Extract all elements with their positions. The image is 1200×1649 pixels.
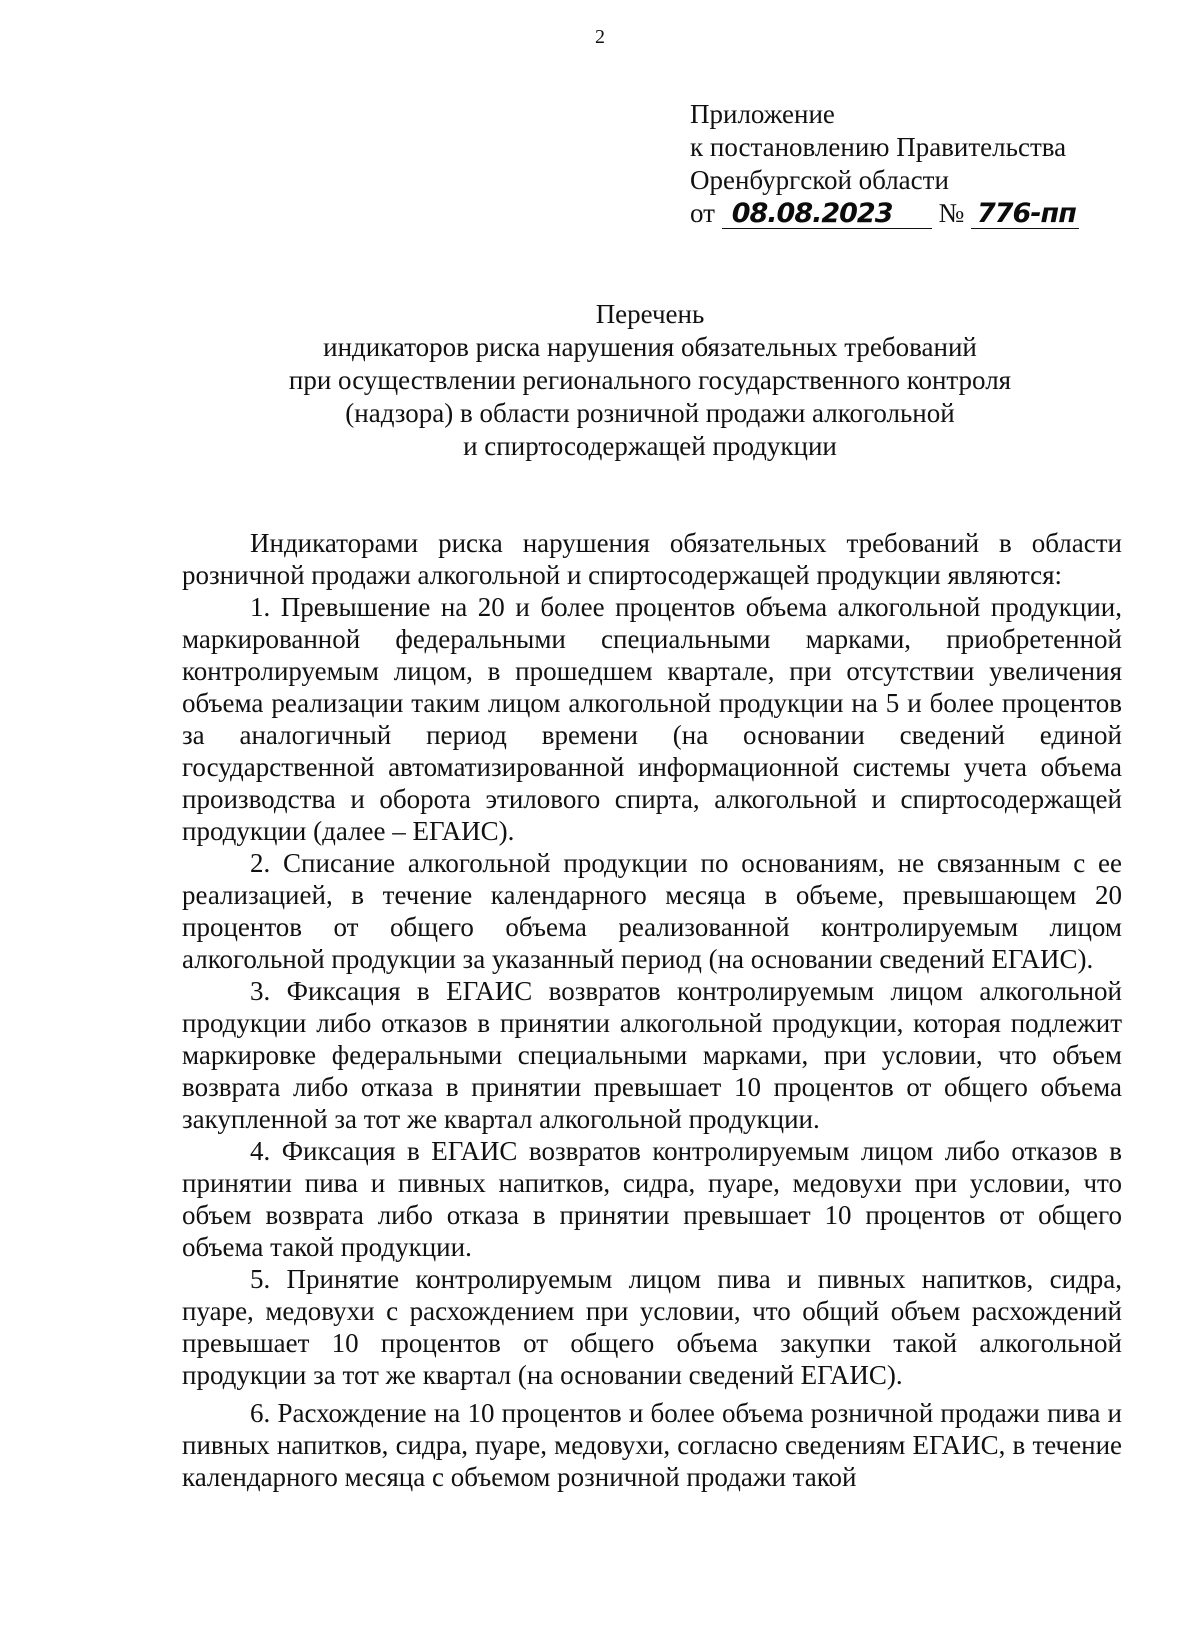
handwritten-date: 08.08.2023 — [722, 200, 932, 229]
title-line-4: (надзора) в области розничной продажи алкогольной — [345, 398, 955, 428]
title-line-1: Перечень — [595, 299, 705, 329]
page-number: 2 — [595, 26, 605, 48]
appendix-date-row — [690, 197, 1170, 230]
title-line-2: индикаторов риска нарушения обязательных требований — [323, 332, 977, 362]
indicator-5: 5. Принятие контролируемым лицом пива и пивных напитков, сидра, пуаре, медовухи с расхождением при условии, что общий объем расхождений превышает 10 процентов от общего объема закупки такой алкогольной продукции за тот же квартал (на основании сведений ЕГАИС). — [182, 1264, 1122, 1390]
appendix-label: Приложение — [690, 99, 835, 129]
indicator-3: 3. Фиксация в ЕГАИС возвратов контролируемым лицом алкогольной продукции либо отказов в принятии алкогольной продукции, которая подлежит маркировке федеральными специальными марками, при условии, что объем возврата либо отказа в принятии превышает 10 процентов от общего объема закупленной за тот же квартал алкогольной продукции. — [182, 976, 1122, 1134]
indicator-6: 6. Расхождение на 10 процентов и более объема розничной продажи пива и пивных напитков, сидра, пуаре, медовухи, согласно сведениям ЕГАИС, в течение календарного месяца с объемом розничной продажи такой — [182, 1398, 1122, 1492]
title-line-3: при осуществлении регионального государственного контроля — [288, 365, 1012, 395]
intro-paragraph: Индикаторами риска нарушения обязательных требований в области розничной продажи алкогольной и спиртосодержащей продукции являются: — [182, 528, 1122, 590]
document-title — [0, 298, 1200, 463]
handwritten-number: 776-пп — [971, 200, 1079, 229]
number-prefix: № — [938, 198, 965, 228]
indicator-4: 4. Фиксация в ЕГАИС возвратов контролируемым лицом либо отказов в принятии пива и пивных напитков, сидра, пуаре, медовухи при условии, что объем возврата либо отказа в принятии превышает 10 процентов от общего объема такой продукции. — [182, 1136, 1122, 1262]
indicator-1: 1. Превышение на 20 и более процентов объема алкогольной продукции, маркированной федеральными специальными марками, приобретенной контролируемым лицом, в прошедшем квартале, при отсутствии увеличения объема реализации таким лицом алкогольной продукции на 5 и более процентов за аналогичный период времени (на основании сведений единой государственной автоматизированной информационной системы учета объема производства и оборота этилового спирта, алкогольной и спиртосодержащей продукции (далее – ЕГАИС). — [182, 592, 1122, 846]
date-prefix: от — [690, 198, 715, 228]
indicator-2: 2. Списание алкогольной продукции по основаниям, не связанным с ее реализацией, в течение календарного месяца в объеме, превышающем 20 процентов от общего объема реализованной контролируемым лицом алкогольной продукции за указанный период (на основании сведений ЕГАИС). — [182, 848, 1122, 974]
document-body — [182, 527, 1122, 1493]
appendix-region: Оренбургской области — [690, 165, 949, 195]
title-line-5: и спиртосодержащей продукции — [463, 431, 837, 461]
appendix-resolution: к постановлению Правительства — [690, 132, 1067, 162]
appendix-block — [690, 98, 1170, 230]
